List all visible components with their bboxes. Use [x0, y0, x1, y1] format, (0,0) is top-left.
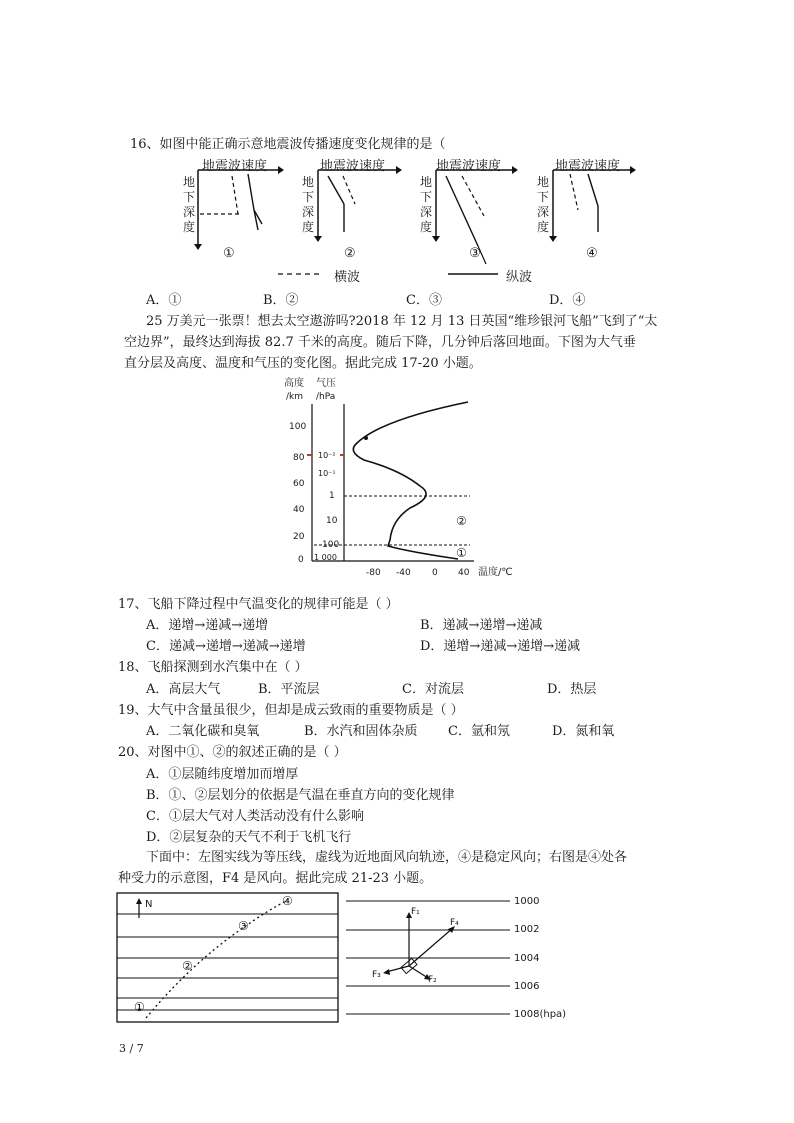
passage2-line2: 种受力的示意图，F4 是风向。据此完成 21-23 小题。 [118, 871, 433, 886]
point-4: ④ [282, 894, 293, 908]
q16-option-a: A．① [146, 293, 182, 308]
passage2-line1: 下面中：左图实线为等压线，虚线为近地面风向轨迹，④是稳定风向；右图是④处各 [146, 850, 628, 865]
height-tick-40: 40 [293, 505, 305, 515]
pressure-tick-2: 10⁻¹ [318, 469, 336, 478]
diagram-label-2: ② [344, 246, 356, 261]
passage1-line1: 25 万美元一张票！想去太空遨游吗?2018 年 12 月 13 日英国“维珍银河飞船”飞到了“太 [146, 314, 658, 329]
wind-path [146, 900, 288, 1018]
temp-tick--40: -40 [396, 568, 411, 578]
legend-transverse: 横波 [334, 270, 361, 285]
layer-label-1: ① [456, 546, 467, 560]
q16-option-c: C．③ [406, 293, 442, 308]
q20-stem: 20、对图中①、②的叙述正确的是（ ） [118, 745, 347, 760]
isobar-label-1008: 1008(hpa) [514, 1009, 567, 1020]
q19-option-c: C．氩和氖 [448, 724, 510, 739]
d3-axis-y: 地 下 深 度 [420, 175, 433, 234]
point-3: ③ [238, 919, 249, 933]
pressure-tick-3: 1 [329, 491, 335, 501]
q16-option-d: D．④ [549, 293, 586, 308]
q18-option-a: A．高层大气 [146, 682, 221, 697]
pressure-tick-1: 10⁻² [318, 451, 336, 460]
height-unit: /km [286, 392, 304, 402]
isobar-label-1000: 1000 [514, 896, 540, 907]
height-label: 高度 [284, 378, 304, 389]
d3-axis-x: 地震波速度 [436, 159, 502, 174]
temp-label: 温度/℃ [478, 567, 513, 578]
temp-tick-40: 40 [458, 568, 470, 578]
q20-option-d: D．②层复杂的天气不利于飞机飞行 [146, 830, 352, 845]
pressure-unit: /hPa [316, 392, 336, 402]
pressure-tick-5: 100 [322, 540, 340, 550]
d4-axis-y: 地 下 深 度 [537, 175, 550, 234]
q19-option-b: B．水汽和固体杂质 [304, 724, 418, 739]
q17-option-a: A．递增→递减→递增 [146, 618, 269, 633]
pressure-label: 气压 [316, 378, 336, 389]
q20-option-a: A．①层随纬度增加而增厚 [146, 767, 299, 782]
q20-option-b: B．①、②层划分的依据是气温在垂直方向的变化规律 [146, 788, 455, 803]
isobar-label-1002: 1002 [514, 924, 540, 935]
force-f2: F₂ [428, 975, 437, 985]
force-f1: F₁ [411, 907, 420, 917]
d2-axis-x: 地震波速度 [320, 159, 386, 174]
diagram-label-1: ① [223, 246, 235, 261]
q16-stem: 16、如图中能正确示意地震波传播速度变化规律的是（ [130, 137, 446, 152]
force-arrows [383, 912, 455, 980]
pressure-tick-6: 1 000 [314, 553, 337, 562]
page-number: 3 / 7 [119, 1042, 144, 1055]
height-tick-100: 100 [289, 422, 307, 432]
d1-axis-x: 地震波速度 [202, 159, 268, 174]
diagram-label-4: ④ [586, 246, 598, 261]
q18-option-d: D．热层 [547, 682, 597, 697]
force-f3: F₃ [372, 970, 381, 980]
layer-label-2: ② [456, 514, 467, 528]
q19-option-d: D．氮和氧 [552, 724, 615, 739]
isobar-label-1004: 1004 [514, 953, 540, 964]
q19-stem: 19、大气中含量虽很少，但却是成云致雨的重要物质是（ ） [118, 703, 464, 718]
force-f4: F₄ [450, 918, 459, 928]
q18-stem: 18、飞船探测到水汽集中在（ ） [118, 660, 308, 675]
temp-tick-0: 0 [432, 568, 438, 578]
pressure-tick-4: 10 [326, 516, 338, 526]
height-tick-20: 20 [293, 532, 305, 542]
diagram-label-3: ③ [469, 246, 481, 261]
passage1-line3: 直分层及高度、温度和气压的变化图。据此完成 17-20 小题。 [124, 356, 482, 371]
q17-option-c: C．递减→递增→递减→递增 [146, 639, 306, 654]
isobar-label-1006: 1006 [514, 981, 540, 992]
d4-axis-x: 地震波速度 [555, 159, 621, 174]
q17-option-d: D．递增→递减→递增→递减 [420, 639, 581, 654]
d1-axis-y: 地 下 深 度 [183, 175, 196, 234]
height-tick-60: 60 [293, 479, 305, 489]
north-label: N [145, 899, 153, 910]
point-2: ② [182, 959, 193, 973]
q20-option-c: C．①层大气对人类活动没有什么影响 [146, 809, 364, 824]
temp-tick--80: -80 [366, 568, 381, 578]
d2-axis-y: 地 下 深 度 [302, 175, 315, 234]
q17-option-b: B．递减→递增→递减 [420, 618, 543, 633]
q16-option-b: B．② [263, 293, 299, 308]
q17-stem: 17、飞船下降过程中气温变化的规律可能是（ ） [118, 597, 399, 612]
q18-option-c: C．对流层 [402, 682, 464, 697]
q18-option-b: B．平流层 [258, 682, 320, 697]
height-tick-80: 80 [293, 453, 305, 463]
height-tick-0: 0 [298, 555, 304, 565]
q19-option-a: A．二氧化碳和臭氧 [146, 724, 260, 739]
point-1: ① [134, 1000, 145, 1014]
legend-longitudinal: 纵波 [506, 270, 533, 285]
passage1-line2: 空边界”，最终达到海拔 82.7 千米的高度。随后下降，几分钟后落回地面。下图为大气垂 [124, 335, 636, 350]
